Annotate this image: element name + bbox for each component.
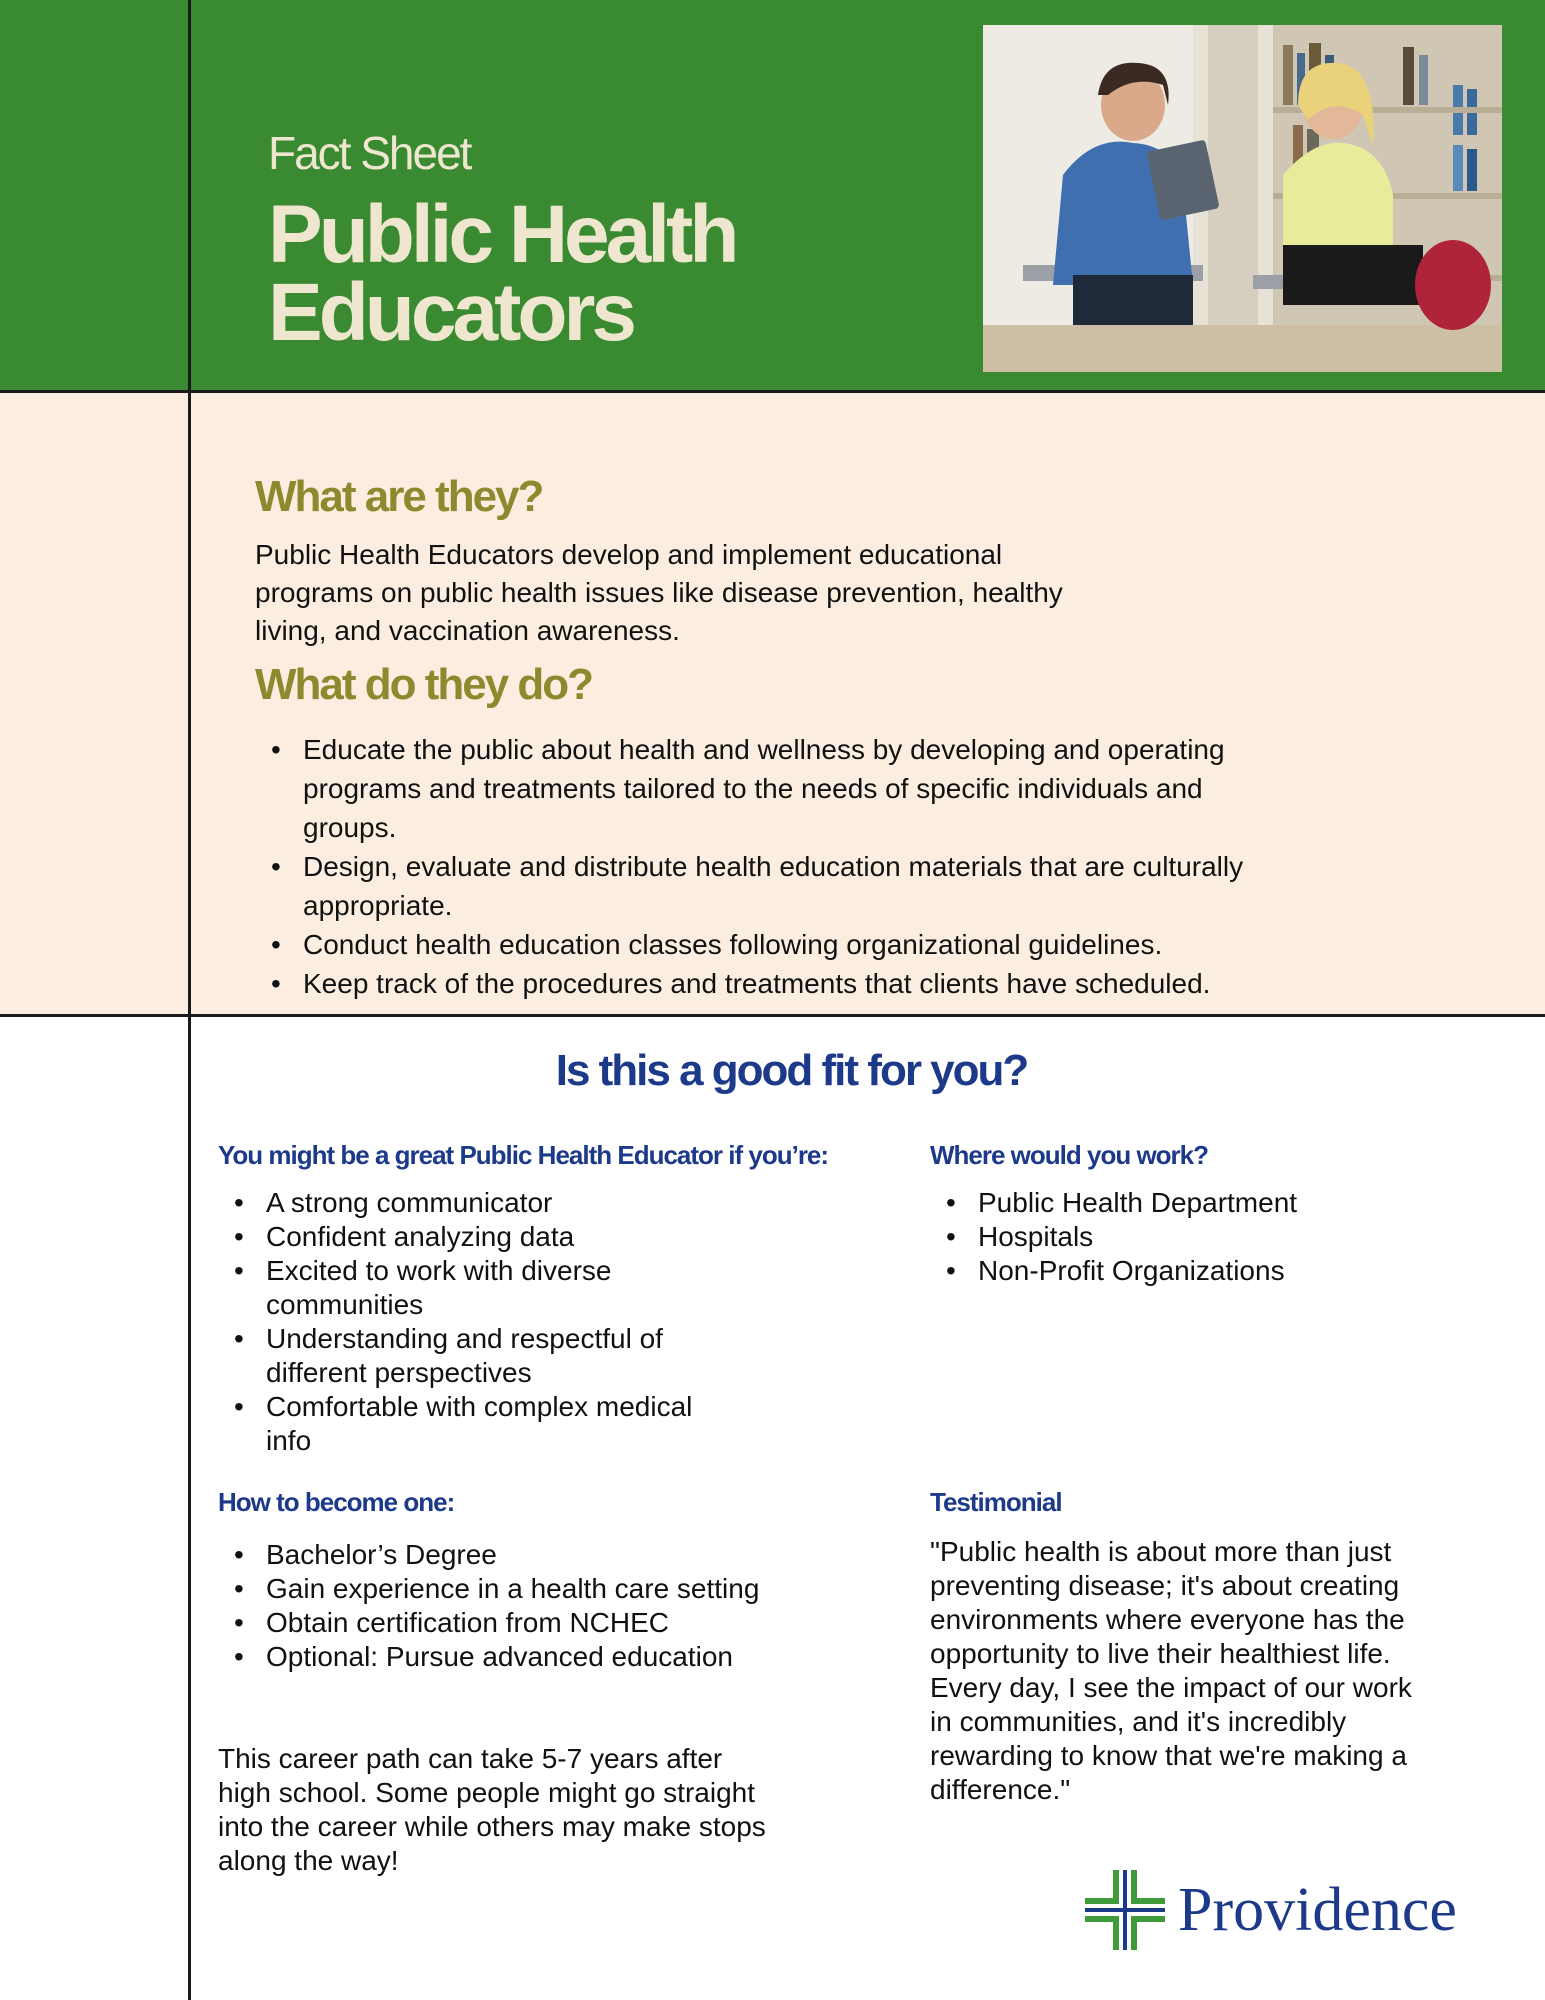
note-line: This career path can take 5-7 years after	[218, 1743, 723, 1774]
traits-list	[218, 1186, 692, 1458]
testimonial-quote	[930, 1535, 1412, 1807]
what-are-they-line: Public Health Educators develop and implement educational	[255, 539, 1003, 570]
list-item	[218, 1390, 692, 1458]
list-item	[218, 1220, 692, 1254]
list-item: • Public Health Department	[930, 1186, 1297, 1220]
list-item-line: • Conduct health education classes following organizational guidelines.	[303, 929, 1163, 960]
list-item: • Obtain certification from NCHEC	[218, 1606, 759, 1640]
classroom-illustration	[983, 25, 1502, 372]
list-item	[218, 1322, 692, 1390]
career-path-note	[218, 1742, 766, 1878]
list-item-line: • Excited to work with diverse	[266, 1255, 612, 1286]
quote-line: "Public health is about more than just	[930, 1536, 1392, 1567]
fit-heading: Is this a good fit for you?	[555, 1046, 1028, 1095]
list-item: • Optional: Pursue advanced education	[218, 1640, 759, 1674]
band-divider	[0, 1014, 1545, 1017]
work-heading: Where would you work?	[930, 1140, 1209, 1170]
page-title-line-1: Public Health	[268, 189, 736, 280]
providence-logo-text: Providence	[1178, 1876, 1457, 1944]
list-item-line: appropriate.	[303, 890, 453, 921]
what-do-they-do-heading: What do they do?	[255, 660, 593, 709]
list-item-line: programs and treatments tailored to the needs of specific individuals and	[303, 773, 1203, 804]
list-item	[255, 730, 1243, 847]
list-item-line: • Keep track of the procedures and treatments that clients have scheduled.	[303, 968, 1211, 999]
note-line: along the way!	[218, 1845, 399, 1876]
quote-line: difference."	[930, 1774, 1071, 1805]
testimonial-heading: Testimonial	[930, 1487, 1062, 1517]
note-line: into the career while others may make stops	[218, 1811, 766, 1842]
list-item	[255, 847, 1243, 925]
list-item-line: info	[266, 1425, 312, 1456]
quote-line: preventing disease; it's about creating	[930, 1570, 1400, 1601]
list-item	[218, 1254, 692, 1322]
what-are-they-line: living, and vaccination awareness.	[255, 615, 680, 646]
list-item-line: groups.	[303, 812, 397, 843]
what-are-they-heading: What are they?	[255, 472, 543, 521]
page-title-line-2: Educators	[268, 267, 633, 358]
list-item	[255, 964, 1243, 1003]
quote-line: opportunity to live their healthiest life.	[930, 1638, 1391, 1669]
providence-cross-icon	[1085, 1870, 1165, 1950]
traits-heading: You might be a great Public Health Educator if you’re:	[218, 1140, 829, 1170]
list-item: • Gain experience in a health care setting	[218, 1572, 759, 1606]
page-title	[268, 189, 736, 358]
header-photo	[983, 25, 1502, 372]
list-item: • Non-Profit Organizations	[930, 1254, 1297, 1288]
become-steps-list	[218, 1538, 759, 1674]
list-item-line: • Comfortable with complex medical	[266, 1391, 693, 1422]
workplace-list	[930, 1186, 1297, 1288]
list-item-line: • Understanding and respectful of	[266, 1323, 663, 1354]
quote-line: rewarding to know that we're making a	[930, 1740, 1407, 1771]
list-item-line: • Educate the public about health and wellness by developing and operating	[303, 734, 1225, 765]
fact-sheet-label: Fact Sheet	[268, 127, 471, 179]
quote-line: in communities, and it's incredibly	[930, 1706, 1347, 1737]
list-item	[218, 1186, 692, 1220]
duties-list	[255, 730, 1243, 1003]
what-are-they-text	[255, 536, 1063, 650]
list-item-line: communities	[266, 1289, 424, 1320]
left-margin-line	[188, 0, 191, 2000]
list-item-line: • Confident analyzing data	[266, 1221, 575, 1252]
what-are-they-line: programs on public health issues like disease prevention, healthy	[255, 577, 1063, 608]
list-item: • Bachelor’s Degree	[218, 1538, 759, 1572]
list-item: • Hospitals	[930, 1220, 1297, 1254]
note-line: high school. Some people might go straight	[218, 1777, 755, 1808]
become-heading: How to become one:	[218, 1487, 455, 1517]
list-item-line: • Design, evaluate and distribute health education materials that are culturally	[303, 851, 1244, 882]
list-item-line: different perspectives	[266, 1357, 532, 1388]
header-divider	[0, 390, 1545, 393]
list-item-line: • A strong communicator	[266, 1187, 553, 1218]
quote-line: Every day, I see the impact of our work	[930, 1672, 1412, 1703]
list-item	[255, 925, 1243, 964]
quote-line: environments where everyone has the	[930, 1604, 1405, 1635]
